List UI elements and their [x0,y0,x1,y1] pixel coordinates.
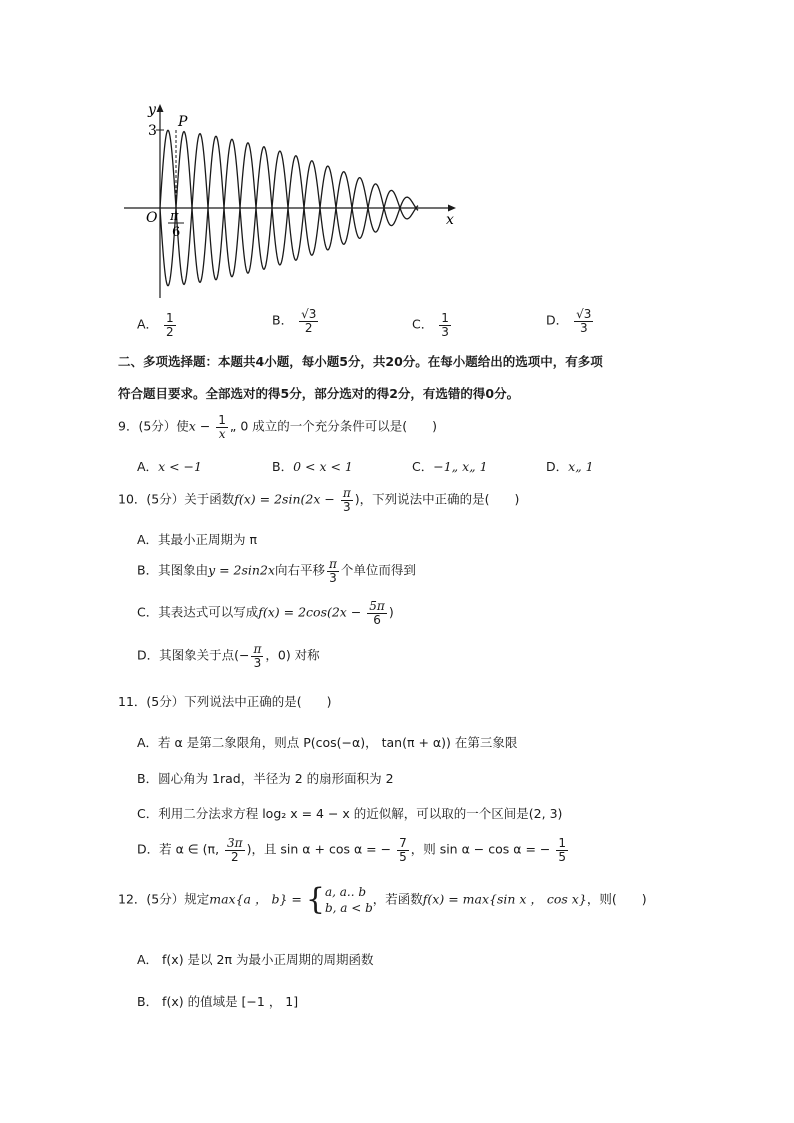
q10-prefix: 10．(5分）关于函数 [118,491,235,507]
denominator: 5 [399,849,407,864]
numerator: 1 [441,311,449,325]
q10-option-b [137,558,416,584]
option-text: x„ 1 [568,459,594,474]
q11-stem: 11．(5分）下列说法中正确的是( ) [118,694,332,709]
q9-option-b [272,457,353,475]
q10-fraction [341,487,353,513]
option-expr: y = 2sin2x [208,562,275,578]
option-prefix: D．若 α ∈ (π, [137,841,224,857]
option-mid: 向右平移 [274,562,325,578]
x-axis-label: x [446,212,454,228]
option-letter: D． [546,459,569,474]
y-axis-arrow-icon [157,104,164,112]
q10-stem [118,487,519,513]
numerator: 1 [166,311,174,325]
option-letter: C． [412,459,434,474]
q9-fraction [216,414,228,440]
denominator: 3 [342,499,351,514]
denominator: 3 [329,570,337,585]
denominator: 3 [441,324,449,339]
numerator: √3 [301,307,317,321]
q9-prefix: 9．(5分）使 [118,418,189,434]
denominator: x [218,426,226,441]
point-p-label: P [178,114,188,130]
denominator: 5 [558,849,566,864]
option-text: 0 < x < 1 [293,459,353,474]
q9-option-c [412,457,488,475]
section2-line2: 符合题目要求。全部选对的得5分，部分选对的得2分，有选错的得0分。 [118,386,520,401]
option-letter: A． [137,459,159,474]
q9-option-d [546,457,594,475]
x-tick-den: 6 [172,225,181,240]
option-prefix: D．其图象关于点(− [137,647,250,663]
y-axis-label: y [148,102,156,118]
numerator: 5π [369,599,385,613]
fraction [556,837,568,863]
option-mid: )，且 sin α + cos α = − [246,841,396,857]
q9-suffix: „ 0 成立的一个充分条件可以是( ) [229,418,438,434]
q10-option-a: A．其最小正周期为 π [137,532,258,547]
q12-prefix: 12．(5分）规定 [118,891,210,907]
numerator: √3 [576,307,592,321]
option-text: −1„ x„ 1 [433,459,488,474]
q10-function: f(x) = 2sin(2x − [234,491,339,507]
q12-mid: ，若函数 [372,891,423,907]
q8-option-d [546,308,595,334]
q9-minus: − [195,418,215,434]
numerator: 1 [558,836,566,850]
q9-option-a [137,457,202,475]
fraction [439,312,451,338]
option-expr: f(x) = 2cos(2x − [258,604,366,620]
x-axis-arrow-icon [448,205,456,212]
q8-option-c [412,312,453,338]
numerator: π [342,486,351,500]
option-suffix: 个单位而得到 [340,562,416,578]
q12-stem [118,884,647,916]
damped-oscillation-graph [100,92,480,312]
option-suffix: ) [388,604,394,620]
numerator: 1 [218,413,226,427]
fraction [367,600,387,626]
fraction [299,308,318,334]
q8-option-a [137,312,178,338]
option-letter: C． [412,316,434,332]
q11-option-d [137,837,570,863]
q8-option-b [272,308,320,334]
x-tick-num: π [170,209,179,224]
numerator: 3π [227,836,243,850]
q9-stem [118,414,437,440]
denominator: 3 [253,655,262,670]
curve-upper [160,130,418,284]
numerator: π [329,557,337,571]
option-text: x < −1 [158,459,202,474]
fraction [225,837,245,863]
q10-option-c [137,600,394,626]
q12-max-expr: max{a ， b} = [209,891,306,907]
q11-option-b: B．圆心角为 1rad，半径为 2 的扇形面积为 2 [137,771,394,786]
q12-option-a: A． f(x) 是以 2π 为最小正周期的周期函数 [137,952,374,967]
option-letter: B． [272,459,294,474]
denominator: 6 [373,612,381,627]
q9-x: x [188,418,196,434]
denominator: 3 [579,320,588,335]
case-1: a, a.. b [324,885,366,899]
denominator: 2 [230,849,239,864]
fraction [327,558,339,584]
fraction [397,837,409,863]
q10-suffix: )，下列说法中正确的是( ) [354,491,520,507]
denominator: 2 [304,320,313,335]
option-letter: B． [272,312,294,328]
q12-cases [325,884,373,916]
option-mid: ，则 sin α − cos α = − [410,841,555,857]
q12-option-b: B． f(x) 的值域是 [−1 ， 1] [137,994,299,1009]
case-2: b, a < b [324,901,373,916]
option-suffix: ，0) 对称 [265,647,320,663]
fraction [574,308,593,334]
denominator: 2 [166,324,174,339]
q11-option-a: A．若 α 是第二象限角，则点 P(cos(−α)， tan(π + α)) 在第三象限 [137,735,518,750]
section2-line1: 二、多项选择题：本题共4小题，每小题5分，共20分。在每小题给出的选项中，有多项 [118,354,603,369]
option-prefix: C．其表达式可以写成 [137,604,259,620]
fraction [251,643,263,669]
option-prefix: B．其图象由 [137,562,209,578]
curve-lower [160,132,418,286]
option-letter: D． [546,312,569,328]
numerator: 7 [399,836,407,850]
fraction [164,312,176,338]
q10-option-d [137,643,320,669]
numerator: π [253,642,262,656]
y-tick-label: 3 [148,123,157,139]
origin-label: O [146,210,158,226]
brace-icon: { [305,882,325,918]
q12-suffix: ，则( ) [586,891,647,907]
q11-option-c: C．利用二分法求方程 log₂ x = 4 − x 的近似解，可以取的一个区间是(2, 3) [137,806,563,821]
option-letter: A． [137,316,159,332]
q12-function: f(x) = max{sin x ， cos x} [422,891,587,907]
